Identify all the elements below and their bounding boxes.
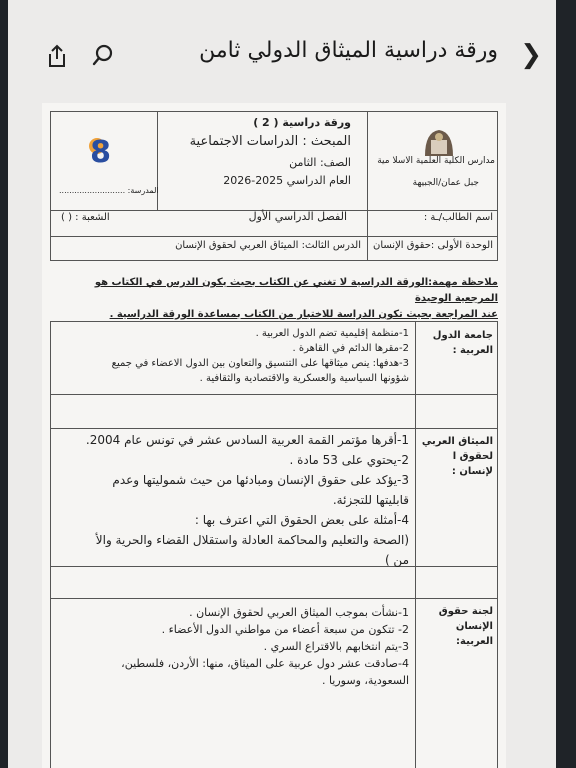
list-item: (الصحة والتعليم والمحاكمة العادلة واستقلال القضاء والحرية والأ xyxy=(95,533,409,547)
grade: الصف: الثامن xyxy=(289,156,351,169)
row-label-arab-league: جامعة الدول العربية : xyxy=(432,330,493,356)
row-content-arab-committee xyxy=(57,604,409,689)
list-item: 4-أمثلة على بعض الحقوق التي اعترف بها : xyxy=(194,513,409,527)
school-field: المدرسة: .......................... xyxy=(59,186,159,195)
row-content-arab-charter xyxy=(57,430,409,570)
list-item: 1-أقرها مؤتمر القمة العربية السادس عشر في تونس عام 2004. xyxy=(85,433,409,447)
sheet-header-table xyxy=(50,111,498,261)
note-line-1: ملاحظة مهمة:الورقة الدراسية لا تغني عن الكتاب بحيث يكون الدرس في الكتاب هو المرجعية الوحيدة xyxy=(94,277,498,304)
school-branch: جبل عمان/الجبيهة xyxy=(412,178,479,188)
row-label-arab-committee: لجنة حقوق الإنسان العربية: xyxy=(438,606,493,647)
list-item: 2- تتكون من سبعة أعضاء من مواطني الدول الأعضاء . xyxy=(161,623,409,636)
subject: المبحث : الدراسات الاجتماعية xyxy=(189,134,351,149)
school-name: مدارس الكلية العلمية الاسلا مية xyxy=(377,156,495,166)
search-icon[interactable] xyxy=(92,44,114,66)
sheet-title: ورقة دراسية ( 2 ) xyxy=(253,116,351,129)
list-item: قابليتها للتجزئة. xyxy=(332,493,409,507)
section-field: الشعبة : ( ) xyxy=(61,212,110,223)
row-content-arab-league xyxy=(57,326,409,386)
list-item: من ) xyxy=(384,553,409,567)
list-item: 3-يؤكد على حقوق الإنسان ومبادئها من حيث شموليتها وعدم xyxy=(112,473,409,487)
study-sheet-page xyxy=(42,103,506,768)
grade-eight-logo xyxy=(87,132,135,172)
list-item: 3-يتم انتخابهم بالاقتراع السري . xyxy=(263,640,409,653)
lesson-title: الدرس الثالث: الميثاق العربي لحقوق الإنسان xyxy=(175,240,361,251)
content-table xyxy=(50,321,498,768)
logo-number: 8 xyxy=(90,135,111,170)
student-name-label: اسم الطالب/ـة : xyxy=(423,212,493,223)
important-note xyxy=(50,275,498,323)
list-item: 3-هدفها: ينص ميثاقها على التنسيق والتعاون بين الدول الاعضاء في جميع xyxy=(111,358,409,369)
list-item: 2-مقرها الدائم في القاهرة . xyxy=(292,343,409,354)
share-icon[interactable] xyxy=(46,44,68,68)
list-item: 4-صادقت عشر دول عربية على الميثاق، منها: الأردن، فلسطين، xyxy=(121,657,409,670)
unit-label: الوحدة الأولى :حقوق الإنسان xyxy=(373,240,493,251)
note-line-2: عند المراجعة بحيث تكون الدراسة للاختبار من الكتاب بمساعدة الورقة الدراسية . xyxy=(109,309,498,320)
document-title: ورقة دراسية الميثاق الدولي ثامن xyxy=(199,38,498,63)
document-viewer xyxy=(8,0,556,768)
list-item: 1-نشأت بموجب الميثاق العربي لحقوق الإنسان . xyxy=(189,606,409,619)
list-item: شؤونها السياسية والعسكرية والاقتصادية والثقافية . xyxy=(199,373,409,384)
list-item: 2-يحتوي على 53 مادة . xyxy=(289,453,409,467)
list-item: السعودية، وسوريا . xyxy=(321,674,409,687)
semester: الفصل الدراسي الأول xyxy=(248,210,347,223)
chevron-right-icon[interactable]: ❯ xyxy=(520,40,542,70)
academic-year: العام الدراسي 2025-2026 xyxy=(223,174,351,187)
list-item: 1-منظمة إقليمية تضم الدول العربية . xyxy=(255,328,409,339)
row-label-arab-charter: الميثاق العربي لحقوق ا لإنسان : xyxy=(421,436,493,477)
app-toolbar xyxy=(8,28,556,84)
